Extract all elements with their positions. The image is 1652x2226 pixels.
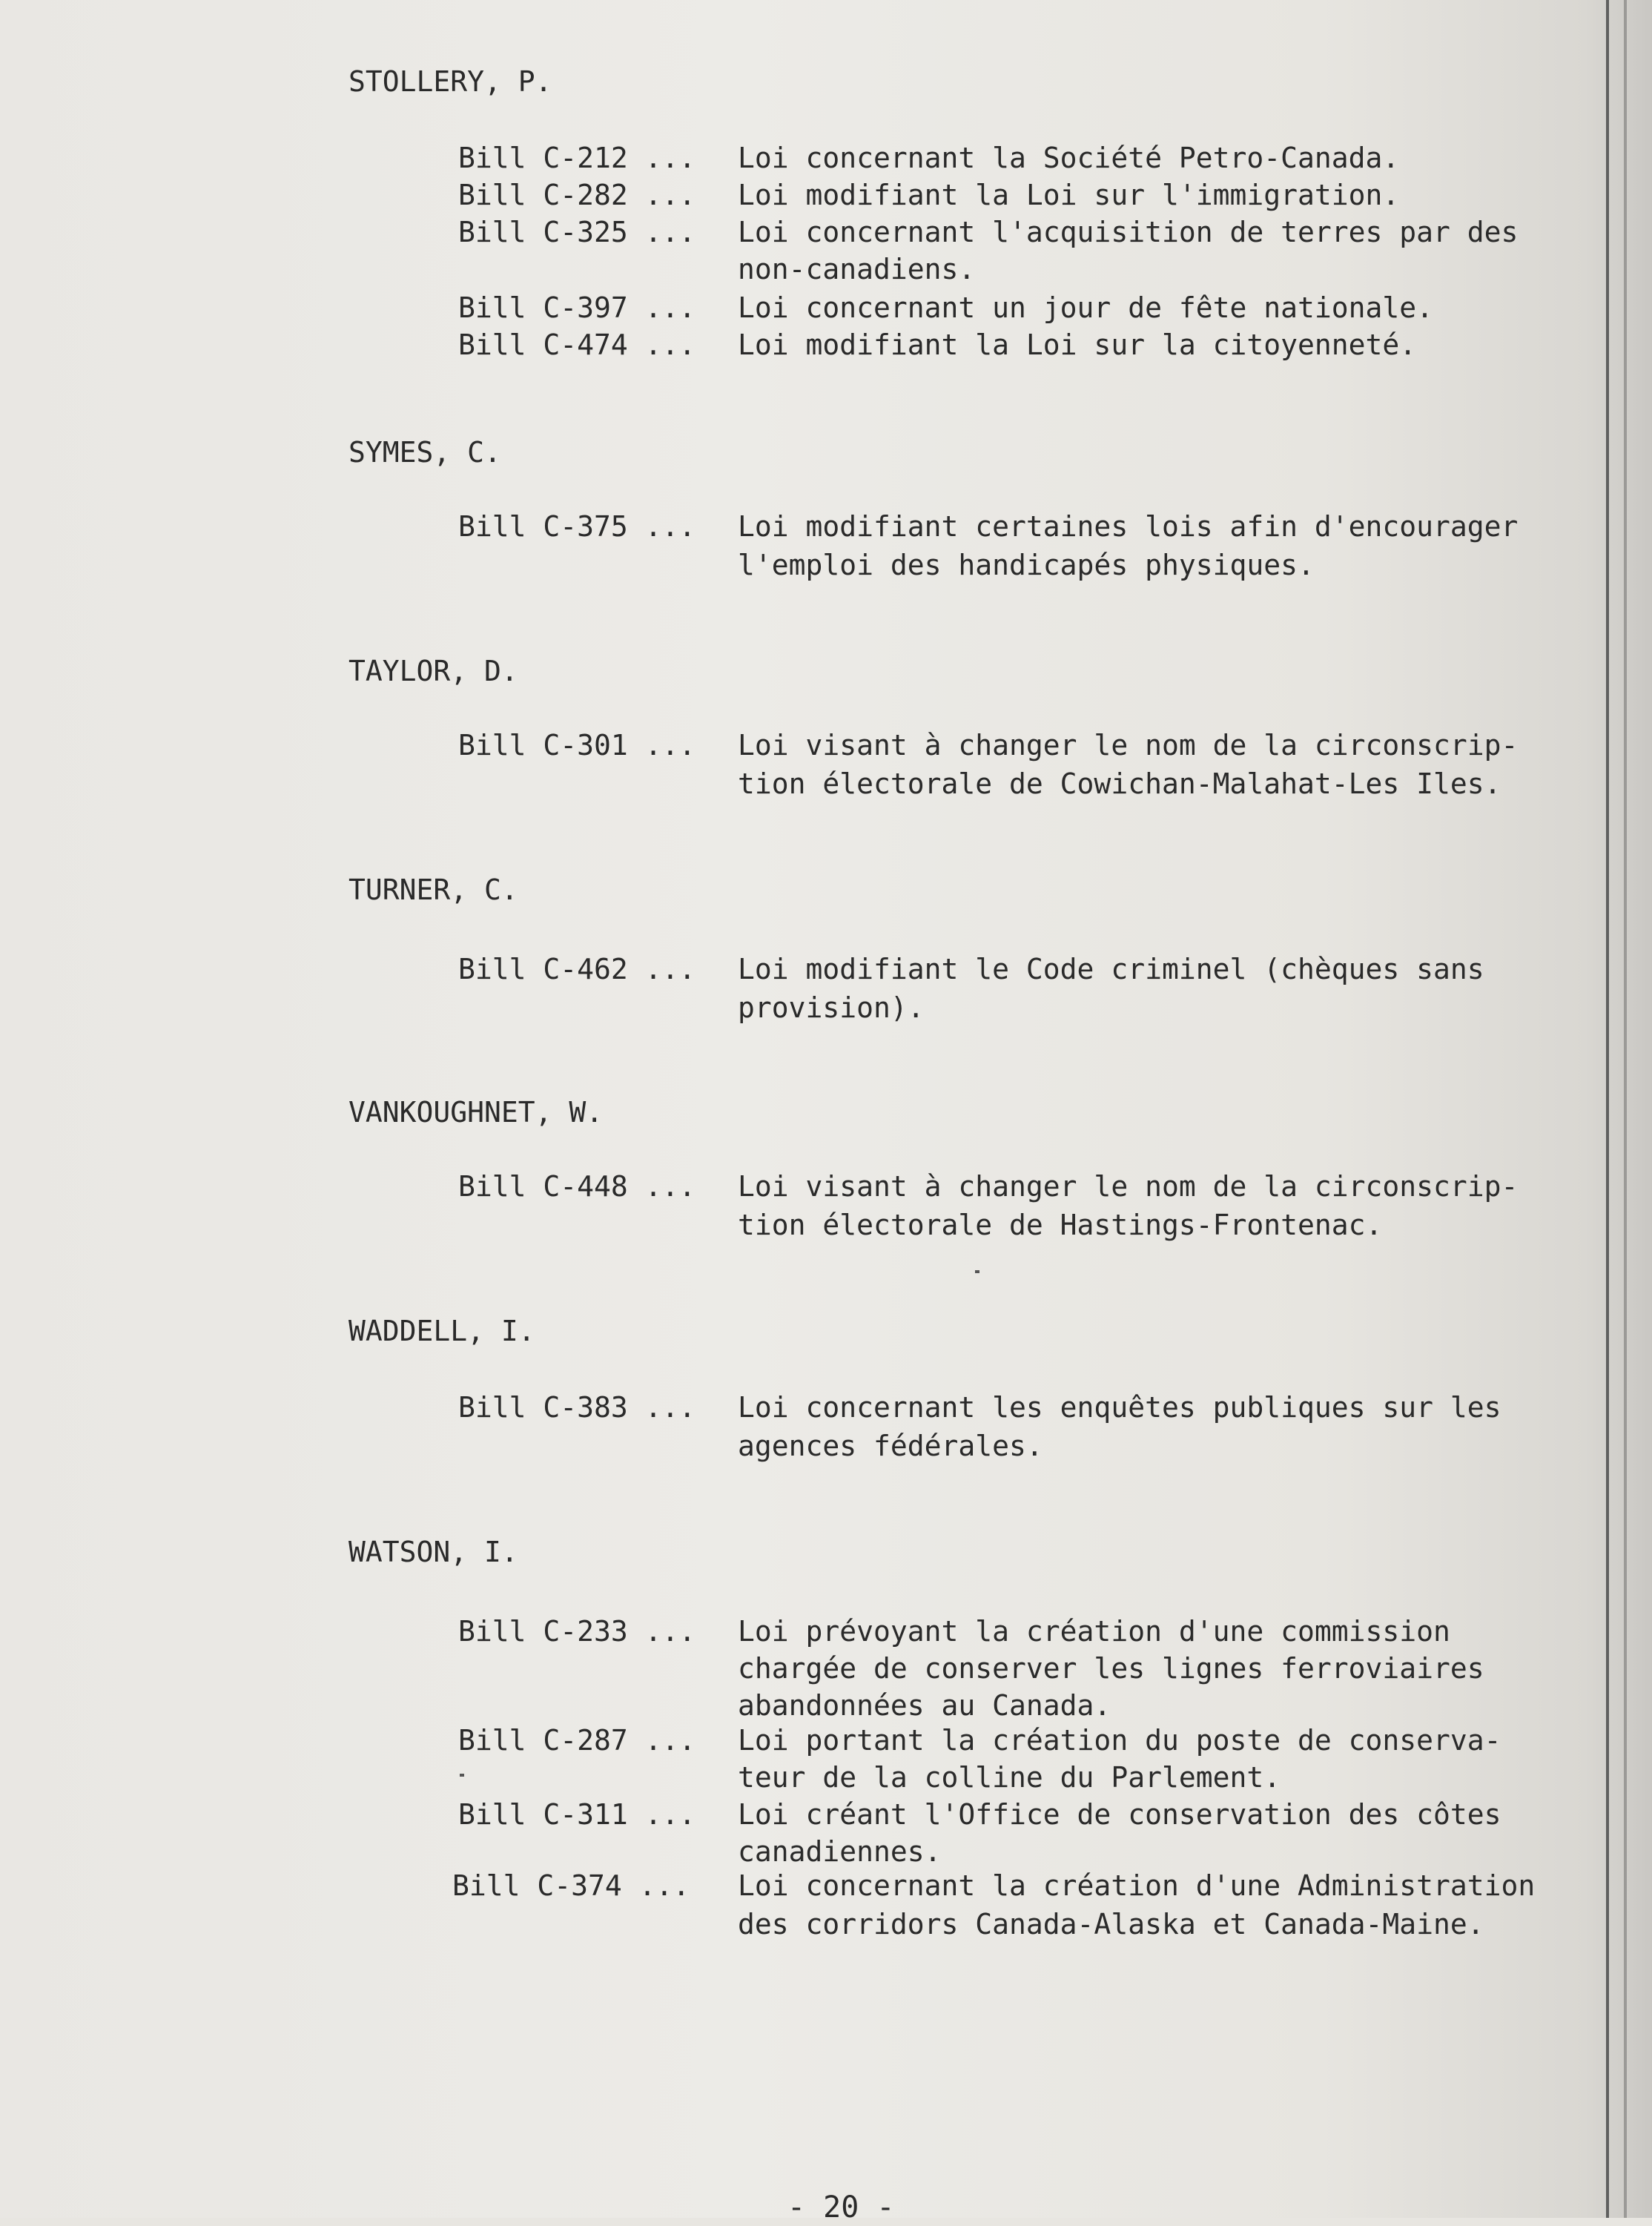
ink-mark — [460, 1774, 464, 1777]
page-number: - 20 - — [787, 2190, 895, 2225]
bill-number: Bill C-233 ... — [458, 1615, 696, 1648]
member-name: WADDELL, I. — [348, 1315, 535, 1347]
bill-description-continued: abandonnées au Canada. — [738, 1689, 1111, 1722]
bill-description: Loi visant à changer le nom de la circonscrip- — [738, 729, 1519, 762]
bill-number: Bill C-474 ... — [458, 328, 696, 361]
bill-description-continued: chargée de conserver les lignes ferroviaires — [738, 1652, 1484, 1685]
bill-description: Loi concernant les enquêtes publiques sur les — [738, 1391, 1501, 1424]
page-edge-line — [1624, 0, 1627, 2218]
bill-description-continued: tion électorale de Hastings-Frontenac. — [738, 1209, 1383, 1241]
bill-description-continued: tion électorale de Cowichan-Malahat-Les Iles. — [738, 767, 1501, 800]
member-name: VANKOUGHNET, W. — [348, 1096, 604, 1129]
bill-description-continued: provision). — [738, 991, 925, 1024]
bill-description: Loi concernant la création d'une Administration — [738, 1869, 1536, 1902]
member-name: TURNER, C. — [348, 873, 518, 906]
bill-number: Bill C-301 ... — [458, 729, 696, 762]
bill-number: Bill C-448 ... — [458, 1170, 696, 1203]
bill-description-continued: des corridors Canada-Alaska et Canada-Maine. — [738, 1908, 1484, 1941]
member-name: STOLLERY, P. — [348, 65, 552, 98]
bill-number: Bill C-282 ... — [458, 179, 696, 211]
bill-description: Loi modifiant le Code criminel (chèques sans — [738, 953, 1484, 985]
member-name: TAYLOR, D. — [348, 655, 518, 687]
bill-description: Loi modifiant la Loi sur la citoyenneté. — [738, 328, 1417, 361]
bill-description: Loi concernant la Société Petro-Canada. — [738, 142, 1400, 174]
bill-description-continued: l'emploi des handicapés physiques. — [738, 549, 1315, 581]
bill-description: Loi concernant un jour de fête nationale. — [738, 291, 1433, 324]
member-name: SYMES, C. — [348, 436, 501, 469]
bill-number: Bill C-287 ... — [458, 1724, 696, 1757]
bill-description-continued: canadiennes. — [738, 1835, 942, 1868]
bill-number: Bill C-462 ... — [458, 953, 696, 985]
bill-description: Loi concernant l'acquisition de terres par des — [738, 216, 1519, 248]
ink-mark — [975, 1270, 979, 1273]
member-name: WATSON, I. — [348, 1536, 518, 1568]
bill-number: Bill C-375 ... — [458, 510, 696, 543]
bill-description-continued: agences fédérales. — [738, 1430, 1043, 1462]
bill-description: Loi visant à changer le nom de la circonscrip- — [738, 1170, 1519, 1203]
bill-description: Loi prévoyant la création d'une commission — [738, 1615, 1450, 1648]
bill-description: Loi modifiant certaines lois afin d'encourager — [738, 510, 1519, 543]
bill-description-continued: non-canadiens. — [738, 253, 976, 285]
bill-description: Loi modifiant la Loi sur l'immigration. — [738, 179, 1400, 211]
bill-description: Loi portant la création du poste de conserva- — [738, 1724, 1501, 1757]
bill-number: Bill C-397 ... — [458, 291, 696, 324]
bill-number: Bill C-212 ... — [458, 142, 696, 174]
bill-description-continued: teur de la colline du Parlement. — [738, 1761, 1281, 1794]
bill-number: Bill C-325 ... — [458, 216, 696, 248]
page-edge-line — [1606, 0, 1609, 2218]
bill-number: Bill C-383 ... — [458, 1391, 696, 1424]
bill-number: Bill C-374 ... — [452, 1869, 690, 1902]
bill-description: Loi créant l'Office de conservation des côtes — [738, 1798, 1501, 1831]
bill-number: Bill C-311 ... — [458, 1798, 696, 1831]
